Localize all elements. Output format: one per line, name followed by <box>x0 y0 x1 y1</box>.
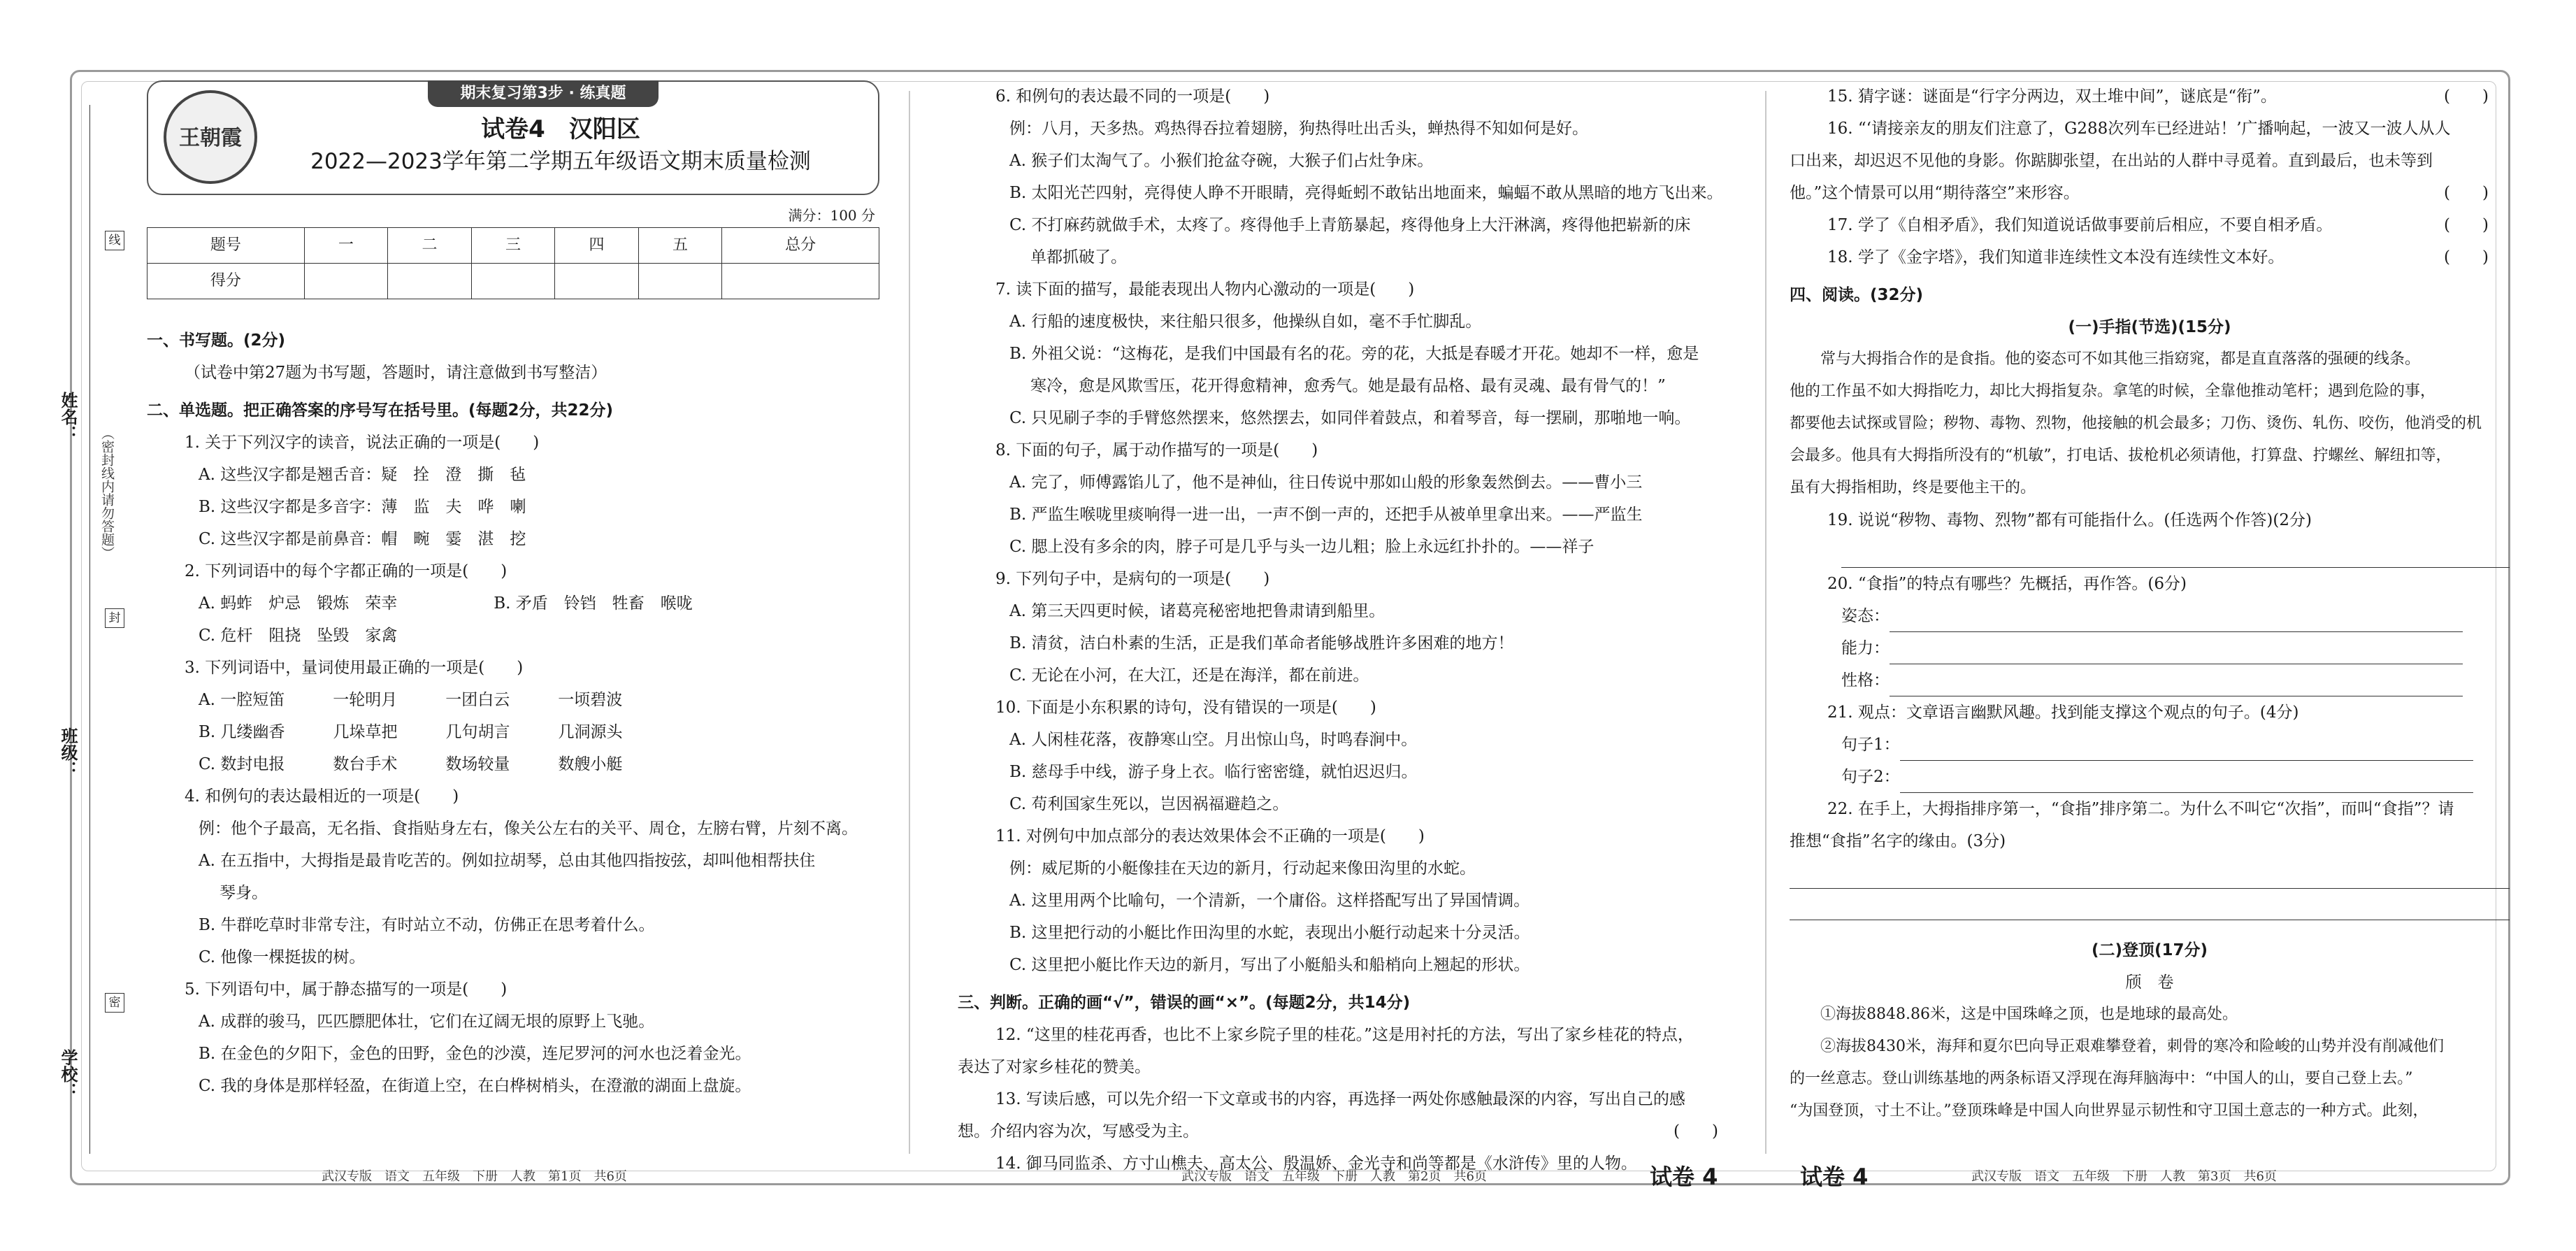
question-line <box>958 917 1739 949</box>
question-text: C. 只见刷子李的手臂悠然摆来，悠然摆去，如同伴着鼓点，和着琴音，每一摆刷，那啪地一响。 <box>1009 409 1691 427</box>
question-text: C. 这里把小艇比作天边的新月，写出了小艇船头和船梢向上翘起的形状。 <box>1009 956 1530 974</box>
score-input-cell[interactable] <box>471 264 555 299</box>
question-line <box>958 1051 1739 1083</box>
question-text: C. 这些汉字都是前鼻音：帽 畹 霎 湛 挖 <box>199 530 526 548</box>
question-text: 14. 御马同监杀、方寸山樵夫、高太公、殷温娇、金光寺和尚等都是《水浒传》里的人物。 <box>995 1155 1637 1173</box>
question-text: 想。介绍内容为次，写感受为主。 <box>958 1122 1199 1141</box>
question-line <box>147 587 879 620</box>
question-line <box>958 145 1739 177</box>
question-text: 16. “‘请接亲友的朋友们注意了，G288次列车已经进站！’广播响起，一波又一波人从人 <box>1827 120 2451 138</box>
question-text: 二、单选题。把正确答案的序号写在括号里。(每题2分，共22分) <box>147 401 614 420</box>
score-table <box>147 227 879 299</box>
question-line <box>958 466 1739 499</box>
question-text: 17. 学了《自相矛盾》，我们知道说话做事要前后相应，不要自相矛盾。 <box>1827 216 2333 234</box>
question-line <box>958 949 1739 981</box>
answer-bracket[interactable]: ( ) <box>2444 248 2489 266</box>
answer-bracket[interactable]: ( ) <box>2444 216 2489 234</box>
question-text: 5. 下列语句中，属于静态描写的一项是( ) <box>185 980 508 999</box>
question-text: 三、判断。正确的画“√”，错误的画“×”。(每题2分，共14分) <box>958 994 1411 1012</box>
question-line <box>958 595 1739 627</box>
question-line <box>958 434 1739 466</box>
reading2-title: (二)登顶(17分) <box>2091 941 2208 959</box>
exam-header <box>147 80 879 195</box>
paper-tag-right: 试卷 4 <box>1800 1164 1869 1190</box>
footer-page-2: 武汉专版 语文 五年级 下册 人教 第2页 共6页 <box>1181 1169 1487 1184</box>
question-text: 例：他个子最高，无名指、食指贴身左右，像关公左右的关平、周仓，左膀右臂，片刻不离。 <box>199 820 858 838</box>
question-text: B. 严监生喉咙里痰响得一进一出，一声不倒一声的，还把手从被单里拿出来。——严监生 <box>1009 506 1643 524</box>
answer-item-label: 姿态： <box>1841 607 1890 625</box>
reading1-title: (一)手指(节选)(15分) <box>2068 318 2231 336</box>
question-line <box>147 1006 879 1038</box>
question-19: 19. 说说“秽物、毒物、烈物”都有可能指什么。(任选两个作答)(2分) <box>1827 511 2312 529</box>
question-text: A. 行船的速度极快，来往船只很多，他操纵自如，毫不手忙脚乱。 <box>1009 313 1482 331</box>
score-cell: 四 <box>555 228 639 264</box>
question-text: （试卷中第27题为书写题，答题时，请注意做到书写整洁） <box>185 364 607 382</box>
question-text: 7. 读下面的描写，最能表现出人物内心激动的一项是( ) <box>995 280 1415 299</box>
column-divider <box>1765 91 1766 1154</box>
question-text: C. 危杆 阻挠 坠毁 家禽 <box>199 627 398 645</box>
passage-line: ②海拔8430米，海拜和夏尔巴向导正艰难攀登着，刺骨的寒冷和险峻的山势并没有削减他们 <box>1790 1038 2444 1055</box>
section-heading <box>958 987 1739 1019</box>
question-line <box>958 273 1739 306</box>
score-input-cell[interactable] <box>555 264 639 299</box>
paper-tag-left: 试卷 4 <box>1650 1164 1718 1190</box>
question-text: 9. 下列句子中，是病句的一项是( ) <box>995 570 1270 588</box>
score-input-cell[interactable] <box>638 264 722 299</box>
question-text: B. 牛群吃草时非常专注，有时站立不动，仿佛正在思考着什么。 <box>199 916 655 934</box>
question-text: 琴身。 <box>220 884 268 902</box>
answer-item <box>1790 729 2510 761</box>
section-heading <box>1790 279 2510 311</box>
question-text: 1. 关于下列汉字的读音，说法正确的一项是( ) <box>185 434 540 452</box>
column-3 <box>1790 80 2510 1127</box>
question-text: B. 清贫，洁白朴素的生活，正是我们革命者能够战胜许多困难的地方！ <box>1009 634 1514 652</box>
footer-page-3: 武汉专版 语文 五年级 下册 人教 第3页 共6页 <box>1971 1169 2277 1184</box>
question-text: C. 腮上没有多余的肉，脖子可是几乎与头一边儿粗；脸上永远红扑扑的。——祥子 <box>1009 538 1595 556</box>
question-line <box>958 724 1739 756</box>
question-text: 11. 对例句中加点部分的表达效果体会不正确的一项是( ) <box>995 827 1425 845</box>
question-text: 一、书写题。(2分) <box>147 331 286 350</box>
answer-bracket[interactable]: ( ) <box>2444 87 2489 106</box>
question-line <box>958 177 1739 209</box>
question-line <box>147 652 879 684</box>
question-text: C. 数封电报 数台手术 数场较量 数艘小艇 <box>199 755 623 773</box>
seal-mark-seal: 封 <box>105 608 124 628</box>
question-text: C. 他像一棵挺拔的树。 <box>199 948 366 966</box>
question-text: B. 这些汉字都是多音字：薄 监 夫 哗 喇 <box>199 498 526 516</box>
question-line <box>958 1083 1739 1115</box>
question-text: A. 在五指中，大拇指是最肯吃苦的。例如拉胡琴，总由其他四指按弦，却叫他相帮扶住 <box>199 852 816 870</box>
score-cell: 一 <box>304 228 388 264</box>
column-2 <box>958 80 1739 1180</box>
answer-blank[interactable] <box>1900 735 2473 761</box>
score-table-header-row <box>147 228 879 264</box>
question-line <box>147 491 879 523</box>
seal-mark-secret: 密 <box>105 993 124 1013</box>
question-line <box>1790 145 2510 177</box>
question-line <box>958 80 1739 113</box>
passage-line: 虽有大拇指相助，终是要他主干的。 <box>1790 479 2036 496</box>
score-cell: 五 <box>638 228 722 264</box>
question-line <box>958 209 1739 241</box>
section-heading <box>147 394 879 427</box>
question-20: 20. “食指”的特点有哪些？先概括，再作答。(6分) <box>1827 575 2187 593</box>
question-line <box>147 427 879 459</box>
question-text: C. 不打麻药就做手术，太疼了。疼得他手上青筋暴起，疼得他身上大汗淋漓，疼得他把崭新的床 <box>1009 216 1691 234</box>
question-line <box>958 531 1739 563</box>
score-table-score-row <box>147 264 879 299</box>
question-text: 他。”这个情景可以用“期待落空”来形容。 <box>1790 184 2080 202</box>
question-line <box>147 813 879 845</box>
answer-item <box>1790 600 2510 632</box>
question-line <box>147 748 879 780</box>
column-3-questions <box>1790 80 2510 311</box>
question-20-items <box>1790 600 2510 696</box>
question-text: 2. 下列词语中的每个字都正确的一项是( ) <box>185 562 508 580</box>
question-line <box>958 659 1739 692</box>
answer-line-22[interactable] <box>1790 857 2510 889</box>
answer-item <box>1790 761 2510 793</box>
column-1 <box>147 80 879 1102</box>
score-cell: 二 <box>388 228 472 264</box>
passage-line: 他的工作虽不如大拇指吃力，却比大拇指复杂。拿笔的时候，全靠他推动笔杆；遇到危险的事， <box>1790 383 2436 400</box>
question-text: A. 完了，师傅露馅儿了，他不是神仙，往日传说中那如山般的形象轰然倒去。——曹小三 <box>1009 473 1643 492</box>
question-line <box>147 555 879 587</box>
question-text: 表达了对家乡桂花的赞美。 <box>958 1058 1151 1076</box>
binding-note: （密封线内请勿答题） <box>99 427 115 559</box>
question-line <box>147 941 879 973</box>
question-text: 12. “这里的桂花再香，也比不上家乡院子里的桂花。”这是用衬托的方法，写出了家乡桂花的特点， <box>995 1026 1694 1044</box>
question-text: A. 成群的骏马，匹匹膘肥体壮，它们在辽阔无垠的原野上飞驰。 <box>199 1013 655 1031</box>
question-line <box>958 306 1739 338</box>
score-input-cell[interactable] <box>722 264 879 299</box>
answer-blank[interactable] <box>1890 671 2463 696</box>
question-text: 四、阅读。(32分) <box>1790 286 1924 304</box>
answer-item-label: 句子1： <box>1841 736 1900 754</box>
passage-line: “为国登顶，寸土不让。”登顶珠峰是中国人向世界显示韧性和守卫国土意志的一种方式。此刻， <box>1790 1102 2429 1120</box>
question-line <box>958 627 1739 659</box>
score-cell: 三 <box>471 228 555 264</box>
question-line <box>958 756 1739 788</box>
score-cell: 题号 <box>147 228 305 264</box>
question-text: 寒冷，愈是风欺雪压，花开得愈精神，愈秀气。她是最有品格、最有灵魂、最有骨气的！” <box>1030 377 1666 395</box>
question-text: B. 这里把行动的小艇比作田沟里的水蛇，表现出小艇行动起来十分灵活。 <box>1009 924 1530 942</box>
question-text: 口出来，却迟迟不见他的身影。你踮脚张望，在出站的人群中寻觅着。直到最后，也未等到 <box>1790 152 2433 170</box>
answer-blank[interactable] <box>1890 638 2463 664</box>
answer-item <box>1790 664 2510 696</box>
question-line <box>147 845 879 877</box>
exam-title: 试卷4 汉阳区 <box>481 115 640 143</box>
question-text: B. 几缕幽香 几垛草把 几句胡言 几洞源头 <box>199 723 623 741</box>
question-text: A. 这里用两个比喻句，一个清新，一个庸俗。这样搭配写出了异国情调。 <box>1009 892 1530 910</box>
question-line <box>147 1070 879 1102</box>
passage-line: ①海拔8848.86米，这是中国珠峰之顶，也是地球的最高处。 <box>1790 1006 2238 1023</box>
class-label: 班级： <box>58 727 78 778</box>
question-text: C. 苟利国家生死以，岂因祸福避趋之。 <box>1009 795 1289 813</box>
answer-item <box>1790 632 2510 664</box>
question-text: 15. 猜字谜：谜面是“行字分两边，双土堆中间”，谜底是“衔”。 <box>1827 87 2277 106</box>
question-line <box>958 1115 1739 1148</box>
question-line <box>958 338 1739 370</box>
brand-logo-icon: 王朝霞 <box>164 90 257 184</box>
question-line <box>958 788 1739 820</box>
question-line <box>147 716 879 748</box>
score-cell: 得分 <box>147 264 305 299</box>
question-21-items <box>1790 729 2510 793</box>
question-line <box>147 684 879 716</box>
column-1-questions <box>147 324 879 1102</box>
question-text: 例：威尼斯的小艇像挂在天边的新月，行动起来像田沟里的水蛇。 <box>1009 859 1476 878</box>
answer-item-label: 句子2： <box>1841 768 1900 786</box>
question-line <box>958 820 1739 852</box>
question-text: A. 一腔短笛 一轮明月 一团白云 一顷碧波 <box>199 691 623 709</box>
passage-line: 会最多。他具有大拇指所没有的“机敏”，打电话、拔枪机必须请他，打算盘、拧螺丝、解纽扣等， <box>1790 447 2452 464</box>
question-line <box>147 459 879 491</box>
full-mark: 满分：100 分 <box>788 207 875 224</box>
question-line <box>147 909 879 941</box>
question-line <box>1790 80 2510 113</box>
reading1-passage <box>1790 343 2510 504</box>
question-line <box>958 563 1739 595</box>
question-21: 21. 观点：文章语言幽默风趣。找到能支撑这个观点的句子。(4分) <box>1827 703 2299 722</box>
answer-bracket[interactable]: ( ) <box>2444 184 2489 202</box>
answer-line-19[interactable] <box>1841 536 2510 568</box>
question-22-line1: 22. 在手上，大拇指排序第一，“食指”排序第二。为什么不叫它“次指”，而叫“食指”？请 <box>1827 800 2454 818</box>
question-text: 例：八月，天多热。鸡热得吞拉着翅膀，狗热得吐出舌头，蝉热得不知如何是好。 <box>1009 120 1588 138</box>
question-text: A. 第三天四更时候，诸葛亮秘密地把鲁肃请到船里。 <box>1009 602 1386 620</box>
question-line <box>958 499 1739 531</box>
column-divider <box>909 91 910 1154</box>
question-text: B. 慈母手中线，游子身上衣。临行密密缝，就怕迟迟归。 <box>1009 763 1418 781</box>
answer-blank[interactable] <box>1890 606 2463 632</box>
passage-line: 常与大拇指合作的是食指。他的姿态可不如其他三指窈窕，都是直直落落的强硬的线条。 <box>1790 350 2421 368</box>
answer-item-label: 性格： <box>1841 671 1890 689</box>
question-text: C. 无论在小河，在大江，还是在海洋，都在前进。 <box>1009 666 1369 685</box>
question-text: 4. 和例句的表达最相近的一项是( ) <box>185 787 459 806</box>
seal-mark-line: 线 <box>105 231 124 250</box>
question-line <box>1790 209 2510 241</box>
answer-bracket[interactable]: ( ) <box>1674 1122 1718 1141</box>
question-text: 6. 和例句的表达最不同的一项是( ) <box>995 87 1270 106</box>
question-line <box>147 1038 879 1070</box>
question-text: 3. 下列词语中，量词使用最正确的一项是( ) <box>185 659 524 677</box>
question-22-line2: 推想“食指”名字的缘由。(3分) <box>1790 832 2006 850</box>
question-text: C. 我的身体是那样轻盈，在街道上空，在白桦树梢头，在澄澈的湖面上盘旋。 <box>199 1077 751 1095</box>
question-text: 单都抓破了。 <box>1030 248 1127 266</box>
score-input-cell[interactable] <box>388 264 472 299</box>
question-line <box>1790 113 2510 145</box>
review-badge: 期末复习第3步 · 练真题 <box>428 80 659 107</box>
question-text: A. 这些汉字都是翘舌音：疑 拴 澄 撕 毡 <box>199 466 526 484</box>
reading2-author: 颀 卷 <box>2125 973 2174 992</box>
question-line <box>958 852 1739 885</box>
question-text: 8. 下面的句子，属于动作描写的一项是( ) <box>995 441 1318 459</box>
name-label: 姓名： <box>58 392 78 442</box>
answer-blank[interactable] <box>1900 767 2473 793</box>
passage-line: 的一丝意志。登山训练基地的两条标语又浮现在海拜脑海中：“中国人的山，要自己登上去。” <box>1790 1070 2413 1087</box>
question-line <box>958 692 1739 724</box>
question-line <box>147 357 879 389</box>
question-line <box>147 523 879 555</box>
question-text: A. 蚂蚱 炉忌 锻炼 荣幸 B. 矛盾 铃铛 牲畜 喉咙 <box>199 594 693 613</box>
question-text: 18. 学了《金字塔》，我们知道非连续性文本没有连续性文本好。 <box>1827 248 2284 266</box>
question-text: A. 人闲桂花落，夜静寒山空。月出惊山鸟，时鸣春涧中。 <box>1009 731 1418 749</box>
question-text: A. 猴子们太淘气了。小猴们抢盆夺碗，大猴子们占灶争床。 <box>1009 152 1434 170</box>
question-line <box>1790 177 2510 209</box>
question-line <box>958 402 1739 434</box>
question-line <box>147 973 879 1006</box>
footer-page-1: 武汉专版 语文 五年级 下册 人教 第1页 共6页 <box>322 1169 627 1184</box>
question-text: B. 太阳光芒四射，亮得使人睁不开眼睛，亮得蚯蚓不敢钻出地面来，蝙蝠不敢从黑暗的地方飞出来。 <box>1009 184 1723 202</box>
answer-line-22[interactable] <box>1790 889 2510 920</box>
exam-subtitle: 2022—2023学年第二学期五年级语文期末质量检测 <box>310 149 811 174</box>
question-text: B. 在金色的夕阳下，金色的田野，金色的沙漠，连尼罗河的河水也泛着金光。 <box>199 1045 751 1063</box>
question-text: B. 外祖父说：“这梅花，是我们中国最有名的花。旁的花，大抵是春暖才开花。她却不一样，愈是 <box>1009 345 1699 363</box>
binding-line <box>89 105 90 1154</box>
question-line <box>958 885 1739 917</box>
score-input-cell[interactable] <box>304 264 388 299</box>
question-text: 13. 写读后感，可以先介绍一下文章或书的内容，再选择一两处你感触最深的内容，写出自己的感 <box>995 1090 1685 1108</box>
question-line <box>147 780 879 813</box>
question-line <box>958 113 1739 145</box>
passage-line: 都要他去试探或冒险；秽物、毒物、烈物，他接触的机会最多；刀伤、烫伤、轧伤、咬伤，他消受的机 <box>1790 415 2482 432</box>
question-text: 10. 下面是小东积累的诗句，没有错误的一项是( ) <box>995 699 1376 717</box>
column-2-questions <box>958 80 1739 1180</box>
question-line <box>147 877 879 909</box>
school-label: 学校： <box>58 1049 78 1099</box>
question-line <box>958 1019 1739 1051</box>
reading2-passage <box>1790 999 2510 1127</box>
question-line <box>958 241 1739 273</box>
question-line <box>147 620 879 652</box>
question-line <box>958 370 1739 402</box>
score-cell: 总分 <box>722 228 879 264</box>
section-heading <box>147 324 879 357</box>
question-line <box>1790 241 2510 273</box>
answer-item-label: 能力： <box>1841 639 1890 657</box>
